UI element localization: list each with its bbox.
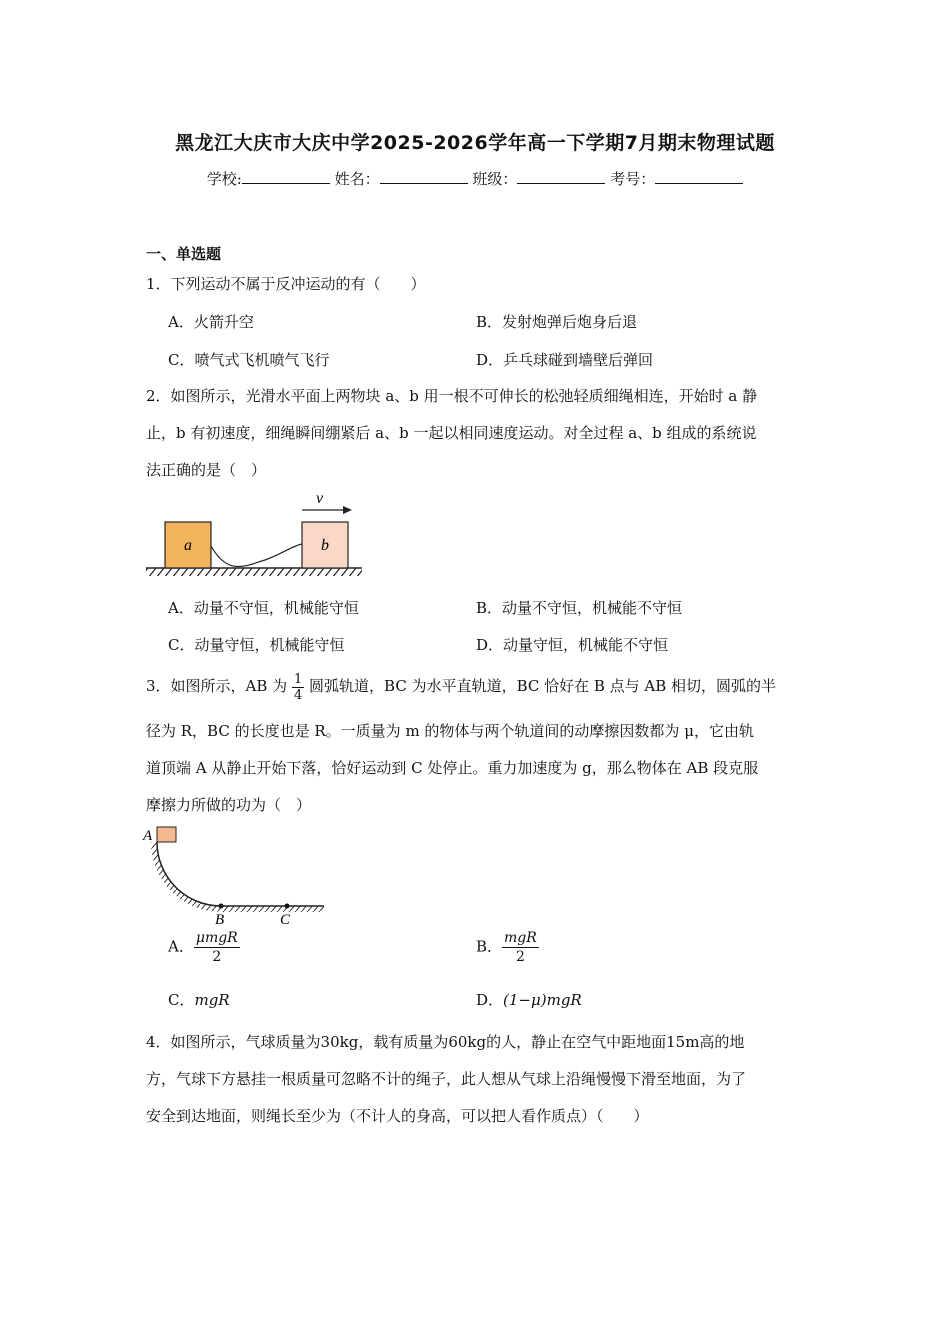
frac-den: 4: [293, 687, 303, 703]
label-a: a: [184, 537, 192, 554]
q3-b-den: 2: [515, 949, 525, 965]
q3-figure: [140, 820, 335, 928]
q3-option-b: [476, 929, 539, 966]
q2-option-d: D．动量守恒，机械能不守恒: [476, 636, 669, 654]
object-block: [157, 827, 176, 842]
q3-line1-post: 圆弧轨道，BC 为水平直轨道，BC 恰好在 B 点与 AB 相切，圆弧的半: [309, 677, 777, 695]
quarter-fraction: [292, 672, 304, 703]
velocity-arrowhead: [343, 506, 352, 514]
frac-num: 1: [293, 671, 303, 687]
q3-b-num: mgR: [504, 930, 537, 946]
q3-line3: 道顶端 A 从静止开始下落，恰好运动到 C 处停止。重力加速度为 g，那么物体在 AB 段克服: [146, 759, 759, 777]
label-B: B: [215, 912, 225, 928]
number-label: 考号：: [610, 170, 656, 188]
q3-b-label: B．: [476, 937, 503, 956]
q3-a-fraction: [194, 929, 240, 966]
q3-option-c: [168, 989, 230, 1010]
ground-hatch: [146, 568, 362, 576]
q1-option-b: B．发射炮弹后炮身后退: [476, 313, 638, 331]
q3-option-a: [168, 929, 240, 966]
q3-line4: 摩擦力所做的功为（ ）: [146, 796, 312, 814]
q3-d-label: D．: [476, 991, 504, 1009]
track-hatch: [151, 842, 324, 912]
q1-option-c: C．喷气式飞机喷气飞行: [168, 351, 330, 369]
slack-rope: [211, 544, 302, 567]
q4-line1: 4．如图所示，气球质量为30kg，载有质量为60kg的人，静止在空气中距地面15m高的地: [146, 1033, 745, 1051]
q2-line3: 法正确的是（ ）: [146, 461, 267, 479]
exam-title: 黑龙江大庆市大庆中学2025-2026学年高一下学期7月期末物理试题: [175, 132, 775, 154]
class-blank: [517, 169, 605, 184]
label-b: b: [321, 537, 329, 554]
point-c: [285, 904, 290, 909]
q4-line2: 方，气球下方悬挂一根质量可忽略不计的绳子，此人想从气球上沿绳慢慢下滑至地面，为了: [146, 1070, 747, 1088]
name-blank: [380, 169, 468, 184]
label-v: v: [316, 490, 324, 507]
q3-option-d: [476, 989, 582, 1010]
q2-option-a: A．动量不守恒，机械能守恒: [168, 599, 359, 617]
q3-a-label: A．: [168, 937, 194, 956]
q3-a-den: 2: [212, 949, 222, 965]
q1-option-d: D．乒乓球碰到墙壁后弹回: [476, 351, 654, 369]
school-label: 学校:: [206, 170, 242, 188]
q2-figure: [140, 488, 370, 583]
section-heading: 一、单选题: [146, 245, 222, 263]
q2-option-c: C．动量守恒，机械能守恒: [168, 636, 345, 654]
q1-stem: 1．下列运动不属于反冲运动的有（ ）: [146, 275, 426, 293]
q1-option-a: A．火箭升空: [168, 313, 254, 331]
number-blank: [655, 169, 743, 184]
q3-a-num: μmgR: [195, 930, 238, 946]
school-blank: [242, 169, 330, 184]
q3-line1: [146, 668, 808, 705]
label-A: A: [143, 828, 153, 844]
point-b: [219, 904, 224, 909]
q3-line2: 径为 R，BC 的长度也是 R。一质量为 m 的物体与两个轨道间的动摩擦因数都为 μ，它由轨: [146, 722, 754, 740]
q4-line3: 安全到达地面，则绳长至少为（不计人的身高，可以把人看作质点）（ ）: [146, 1107, 649, 1125]
q3-line1-pre: 3．如图所示，AB 为: [146, 677, 288, 695]
student-info-line: [0, 168, 950, 189]
q2-line2: 止，b 有初速度，细绳瞬间绷紧后 a、b 一起以相同速度运动。对全过程 a、b 组成的系统说: [146, 424, 757, 442]
q3-c-expr: mgR: [194, 991, 230, 1009]
class-label: 班级：: [472, 170, 518, 188]
name-label: 姓名：: [334, 170, 380, 188]
label-C: C: [280, 912, 291, 928]
q3-b-fraction: [502, 929, 539, 966]
q2-line1: 2．如图所示，光滑水平面上两物块 a、b 用一根不可伸长的松弛轻质细绳相连，开始时 a 静: [146, 387, 758, 405]
q3-c-label: C．: [168, 991, 195, 1009]
q2-option-b: B．动量不守恒，机械能不守恒: [476, 599, 683, 617]
q3-d-expr: (1−μ)mgR: [503, 991, 582, 1009]
